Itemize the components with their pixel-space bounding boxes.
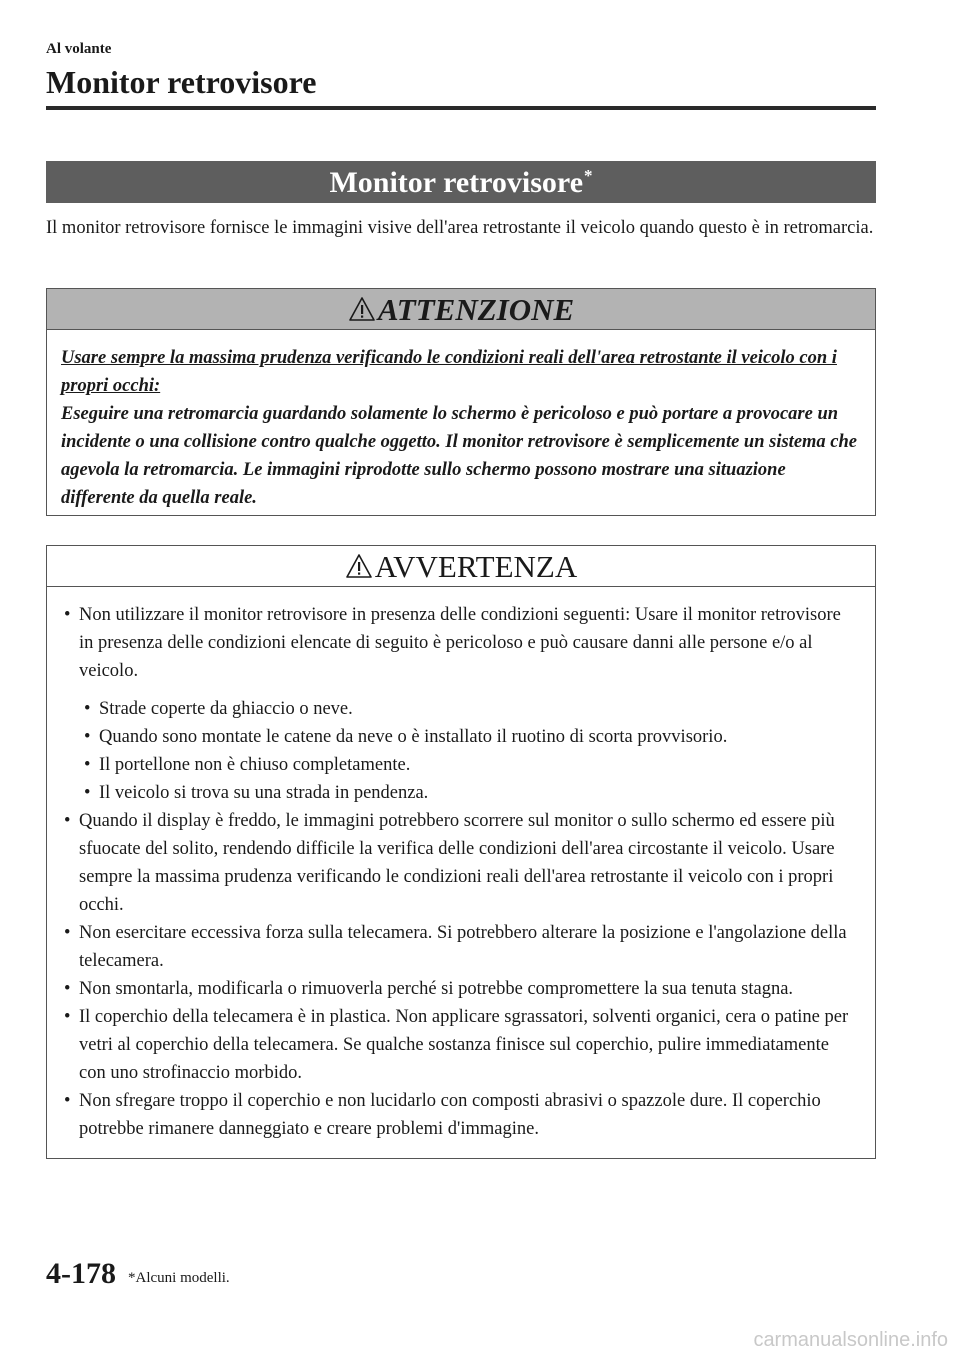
list-item-text: Non sfregare troppo il coperchio e non lucidarlo con composti abrasivi o spazzole dure. Il coperchio potrebbe rimanere danneggiato e creare problemi d'immagine. — [79, 1091, 821, 1139]
bullet-dot: • — [64, 1091, 71, 1111]
page-title: Monitor retrovisore — [46, 64, 317, 100]
header-rule — [46, 106, 876, 110]
list-item — [61, 919, 859, 975]
attenzione-title: ATTENZIONE — [377, 292, 575, 327]
warning-triangle-icon — [345, 548, 373, 590]
bullet-dot: • — [84, 699, 91, 719]
intro-paragraph: Il monitor retrovisore fornisce le immagini visive dell'area retrostante il veicolo quando questo è in retromarcia. — [46, 218, 874, 238]
list-item-text: Il coperchio della telecamera è in plastica. Non applicare sgrassatori, solventi organici, cera o patine per vetri al coperchio della telecamera. Se qualche sostanza finisce sul coperchio, pulire immediatamente con uno strofinaccio morbido. — [79, 1007, 849, 1083]
sub-list-item-text: Quando sono montate le catene da neve o è installato il ruotino di scorta provvisorio. — [99, 727, 728, 747]
list-item-text: Non esercitare eccessiva forza sulla telecamera. Si potrebbero alterare la posizione e l'angolazione della telecamera. — [79, 923, 847, 971]
list-item — [61, 1087, 859, 1143]
bullet-dot: • — [84, 727, 91, 747]
section-label: Al volante — [46, 41, 112, 57]
sub-list-item-text: Strade coperte da ghiaccio o neve. — [99, 699, 353, 719]
attenzione-body — [47, 330, 875, 512]
bullet-dot: • — [64, 979, 71, 999]
list-item — [61, 807, 859, 919]
avvertenza-body — [47, 587, 875, 1143]
list-item-text: Non utilizzare il monitor retrovisore in presenza delle condizioni seguenti: Usare il monitor retrovisore in presenza delle condizioni elencate di seguito è pericoloso e può causare danni alle persone e/o al veicolo. — [79, 605, 841, 681]
list-item-text: Non smontarla, modificarla o rimuoverla perché si potrebbe compromettere la sua tenuta stagna. — [79, 979, 794, 999]
attenzione-text: Eseguire una retromarcia guardando solamente lo schermo è pericoloso e può portare a provocare un incidente o una collisione contro qualche oggetto. Il monitor retrovisore è semplicemente un sistema che agevola la retromarcia. Le immagini riprodotte sullo schermo possono mostrare una situazione differente da quella reale. — [61, 404, 858, 508]
page-header — [46, 40, 316, 102]
bullet-dot: • — [64, 811, 71, 831]
attenzione-underlined: Usare sempre la massima prudenza verificando le condizioni reali dell'area retrostante il veicolo con i propri occhi: — [61, 348, 837, 396]
banner-title: Monitor retrovisore — [329, 166, 584, 199]
footnote: *Alcuni modelli. — [128, 1270, 230, 1286]
bullet-dot: • — [84, 755, 91, 775]
sub-list-item — [61, 695, 859, 723]
attenzione-header — [47, 289, 875, 330]
list-item — [61, 601, 859, 685]
sub-list-item-text: Il portellone non è chiuso completamente. — [99, 755, 411, 775]
bullet-dot: • — [64, 923, 71, 943]
avvertenza-title: AVVERTENZA — [374, 549, 578, 584]
bullet-dot: • — [64, 1007, 71, 1027]
sub-list-item — [61, 723, 859, 751]
attenzione-box — [46, 288, 876, 516]
warning-triangle-icon — [348, 291, 376, 333]
list-item — [61, 975, 859, 1003]
section-banner — [46, 161, 876, 203]
bullet-dot: • — [64, 605, 71, 625]
sub-list-item — [61, 751, 859, 779]
list-item-text: Quando il display è freddo, le immagini potrebbero scorrere sul monitor o sullo schermo ed essere più sfuocate del solito, rendendo difficile la verifica delle condizioni dell'area circostante il veicolo. Usare sempre la massima prudenza verificando le condizioni reali dell'area retrostante il veicolo con i propri occhi. — [79, 811, 835, 915]
avvertenza-header — [47, 546, 875, 587]
avvertenza-box — [46, 545, 876, 1159]
bullet-dot: • — [84, 783, 91, 803]
watermark: carmanualsonline.info — [753, 1329, 948, 1351]
sub-list-item — [61, 779, 859, 807]
banner-asterisk: * — [584, 166, 593, 185]
page-number: 4-178 — [46, 1257, 116, 1290]
sub-list-item-text: Il veicolo si trova su una strada in pendenza. — [99, 783, 429, 803]
list-item — [61, 1003, 859, 1087]
